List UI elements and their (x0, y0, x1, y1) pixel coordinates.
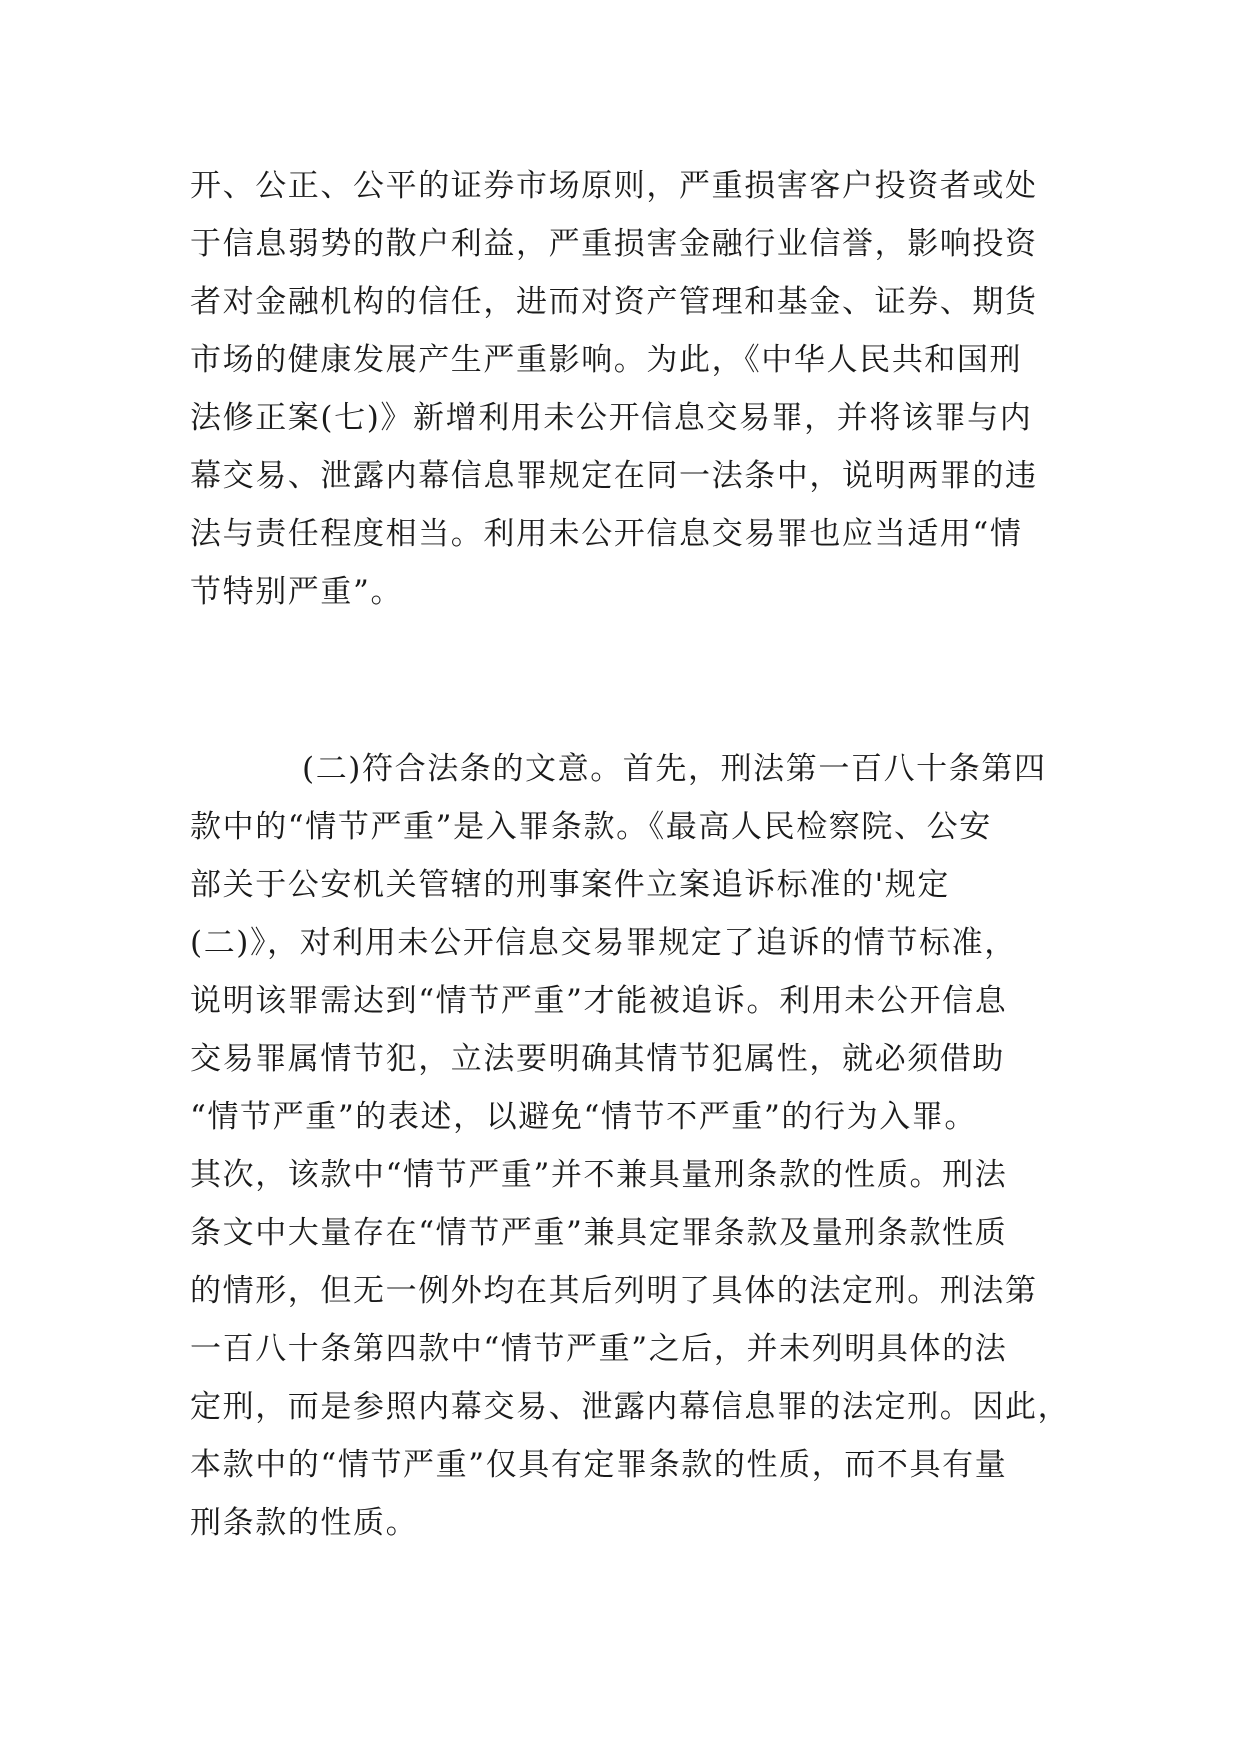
text-line: 交易罪属情节犯，立法要明确其情节犯属性，就必须借助 (190, 1041, 1005, 1077)
text-line: 款中的“情节严重”是入罪条款。《最高人民检察院、公安 (190, 809, 992, 845)
paragraph-2 (190, 740, 1090, 1552)
text-line: 的情形，但无一例外均在其后列明了具体的法定刑。刑法第 (190, 1273, 1038, 1309)
text-line: 条文中大量存在“情节严重”兼具定罪条款及量刑条款性质 (190, 1215, 1008, 1251)
text-line: 开、公正、公平的证券市场原则，严重损害客户投资者或处 (190, 168, 1038, 204)
text-line: 于信息弱势的散户利益，严重损害金融行业信誉，影响投资 (190, 226, 1038, 262)
text-line: 定刑，而是参照内幕交易、泄露内幕信息罪的法定刑。因此， (190, 1389, 1071, 1425)
text-line: 节特别严重”。 (190, 574, 404, 610)
text-line: (二)符合法条的文意。首先，刑法第一百八十条第四 (302, 751, 1047, 787)
text-line: 刑条款的性质。 (190, 1505, 419, 1541)
text-line: (二)》，对利用未公开信息交易罪规定了追诉的情节标准， (190, 925, 1017, 961)
text-line: 本款中的“情节严重”仅具有定罪条款的性质，而不具有量 (190, 1447, 1008, 1483)
text-line: 幕交易、泄露内幕信息罪规定在同一法条中，说明两罪的违 (190, 458, 1038, 494)
text-line: 法修正案(七)》新增利用未公开信息交易罪，并将该罪与内 (190, 400, 1033, 436)
text-line: “情节严重”的表述，以避免“情节不严重”的行为入罪。 (190, 1099, 977, 1135)
text-line: 其次，该款中“情节严重”并不兼具量刑条款的性质。刑法 (190, 1157, 1008, 1193)
text-line: 法与责任程度相当。利用未公开信息交易罪也应当适用“情 (190, 516, 1023, 552)
text-line: 部关于公安机关管辖的刑事案件立案追诉标准的'规定 (190, 867, 950, 903)
text-line: 一百八十条第四款中“情节严重”之后，并未列明具体的法 (190, 1331, 1008, 1367)
paragraph-1 (190, 157, 1090, 621)
text-line: 者对金融机构的信任，进而对资产管理和基金、证券、期货 (190, 284, 1038, 320)
text-line: 说明该罪需达到“情节严重”才能被追诉。利用未公开信息 (190, 983, 1008, 1019)
text-line: 市场的健康发展产生严重影响。为此，《中华人民共和国刑 (190, 342, 1023, 378)
